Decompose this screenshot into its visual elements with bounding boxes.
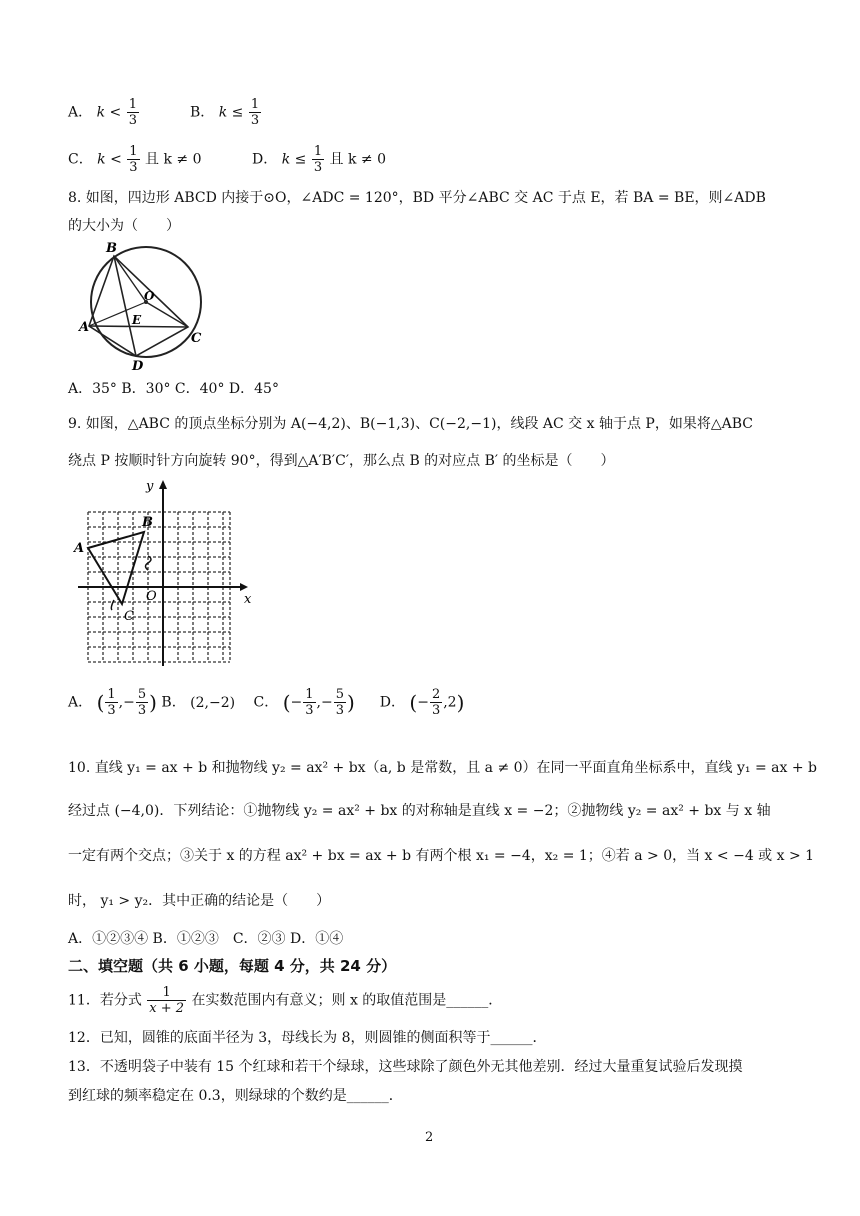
fraction: $\frac{1}{3}$ [313, 144, 323, 175]
section-title: 二、填空题（共 6 小题，每题 4 分，共 24 分） [68, 957, 397, 975]
triangle-abc [88, 532, 144, 604]
q12: 12．已知，圆锥的底面半径为 3，母线长为 8，则圆锥的侧面积等于______． [68, 1030, 547, 1046]
q10-stem-line3: 一定有两个交点；③关于 x 的方程 ax² + bx = ax + b 有两个根 x₁ = −4，x₂ = 1；④若 a > 0，当 x < −4 或 x > 1 [68, 848, 815, 864]
label-y: y [146, 479, 154, 494]
label-b: B [106, 241, 117, 256]
q7-option-d: D． k ≤ $\frac{1}{3}$ 且 k ≠ 0 [252, 144, 387, 175]
q7-option-a: A． k < $\frac{1}{3}$ [68, 97, 137, 128]
q9-grid-figure [70, 476, 262, 666]
quadrilateral-abcd [89, 256, 188, 356]
q11: 11．若分式 $\frac{1}{x + 2}$ 在实数范围内有意义；则 x 的取值范围是______． [68, 985, 503, 1016]
label-d: D [132, 359, 144, 372]
q10-options: A．①②③④ B．①②③ C．②③ D．①④ [68, 931, 344, 947]
label-a: A [79, 320, 90, 335]
q7-option-b: B． k ≤ $\frac{1}{3}$ [190, 97, 260, 128]
q9-stem-line2: 绕点 P 按顺时针方向旋转 90°，得到△A′B′C′，那么点 B 的对应点 B′ 的坐标是（ ） [68, 453, 615, 469]
q7-option-c: C． k < $\frac{1}{3}$ 且 k ≠ 0 [68, 144, 202, 175]
page-number: 2 [425, 1130, 434, 1145]
y-axis-arrow [159, 480, 167, 489]
q10-stem-line1: 10. 直线 y₁ = ax + b 和抛物线 y₂ = ax² + bx（a, b 是常数，且 a ≠ 0）在同一平面直角坐标系中，直线 y₁ = ax + b [68, 760, 817, 776]
x-axis-arrow [240, 583, 248, 591]
q10-stem-line2: 经过点 (−4,0)．下列结论：①抛物线 y₂ = ax² + bx 的对称轴是直线 x = −2；②抛物线 y₂ = ax² + bx 与 x 轴 [68, 803, 771, 819]
q9-stem-line1: 9. 如图，△ABC 的顶点坐标分别为 A(−4,2)、B(−1,3)、C(−2,−1)，线段 AC 交 x 轴于点 P，如果将△ABC [68, 416, 753, 432]
q8-stem-line1: 8. 如图，四边形 ABCD 内接于⊙O，∠ADC = 120°，BD 平分∠ABC 交 AC 于点 E，若 BA = BE，则∠ADB [68, 190, 766, 206]
q9-options: A． ( $\frac{1}{3}$ ,− $\frac{5}{3}$ ) B． (2,−2) C． (− $\frac{1}{3}$ ,− $\frac{5}{3}$ ) D． (− $\frac{2}{3}$ ,2) [68, 687, 465, 718]
label-e: E [132, 313, 142, 327]
label-c: C [191, 331, 202, 346]
q13-line2: 到红球的频率稳定在 0.3，则绿球的个数约是______． [68, 1088, 403, 1104]
q13-line1: 13．不透明袋子中装有 15 个红球和若干个绿球，这些球除了颜色外无其他差别．经过大量重复试验后发现摸 [68, 1059, 743, 1075]
q8-circle-figure [76, 238, 208, 372]
q8-options: A．35° B．30° C．40° D．45° [68, 381, 279, 397]
fraction: $\frac{1}{x + 2}$ [149, 985, 185, 1016]
label-c: C [124, 609, 134, 624]
label-o: O [144, 289, 155, 303]
fraction: $\frac{1}{3}$ [128, 97, 137, 128]
label-o: O [146, 589, 157, 604]
fraction: $\frac{1}{3}$ [129, 144, 138, 175]
fraction: $\frac{1}{3}$ [250, 97, 260, 128]
q10-stem-line4: 时， y₁ > y₂．其中正确的结论是（ ） [68, 893, 331, 909]
label-a: A [74, 541, 85, 556]
q8-stem-line2: 的大小为（ ） [68, 218, 180, 234]
rotation-arrow [111, 600, 114, 610]
label-x: x [244, 592, 252, 607]
label-b: B [142, 515, 153, 530]
